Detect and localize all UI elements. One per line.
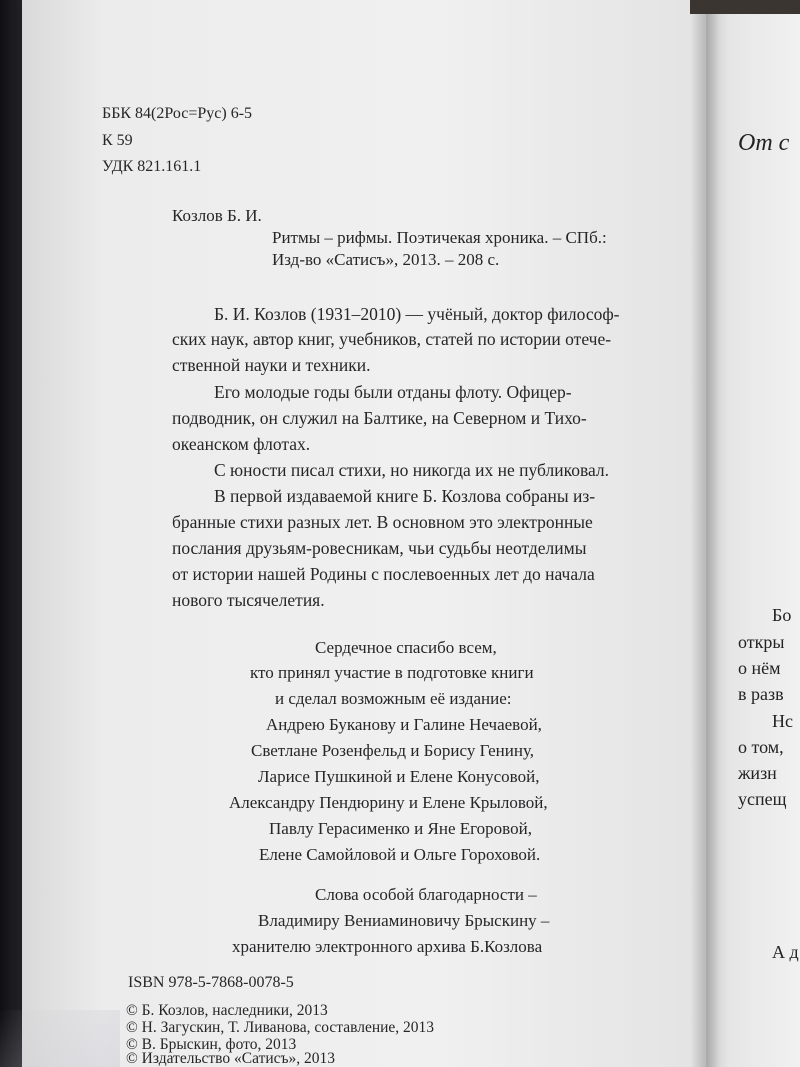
right-page-line: о том, — [738, 737, 784, 757]
thanks-line: и сделал возможным её издание: — [275, 689, 512, 708]
bio-line: В первой издаваемой книге Б. Козлова собраны из- — [214, 486, 596, 506]
page-fold-shadow — [690, 0, 720, 1067]
bio-line: послания друзьям-ровесникам, чьи судьбы неотделимы — [172, 538, 587, 558]
gratitude-line: хранителю электронного архива Б.Козлова — [232, 937, 543, 956]
bio-line: Его молодые годы были отданы флоту. Офицер- — [214, 382, 572, 402]
bbk-code: ББК 84(2Рос=Рус) 6-5 — [102, 105, 253, 122]
right-page-line: в разв — [738, 684, 784, 704]
udk-code: УДК 821.161.1 — [102, 158, 202, 175]
bio-line: С юности писал стихи, но никогда их не публиковал. — [214, 460, 610, 480]
thanks-line: Елене Самойловой и Ольге Гороховой. — [259, 845, 541, 864]
thanks-line: Ларисе Пушкиной и Елене Конусовой, — [258, 767, 540, 786]
bio-line: Б. И. Козлов (1931–2010) — учёный, доктор философ- — [214, 304, 620, 324]
right-page-line: успещ — [738, 789, 787, 809]
right-page-line: о нём — [738, 658, 781, 678]
copyright-line: © В. Брыскин, фото, 2013 — [126, 1036, 297, 1053]
bio-line: нового тысячелетия. — [172, 590, 325, 610]
right-page — [706, 0, 800, 1067]
gratitude-line: Владимиру Вениаминовичу Брыскину – — [258, 911, 550, 930]
plastic-glare — [0, 1010, 120, 1067]
bio-line: бранные стихи разных лет. В основном это электронные — [172, 512, 593, 532]
copyright-line: © Н. Загускин, Т. Ливанова, составление, 2013 — [126, 1019, 435, 1036]
thanks-line: Светлане Розенфельд и Борису Генину, — [251, 741, 535, 760]
thanks-line: Александру Пендюрину и Елене Крыловой, — [229, 793, 548, 812]
copyright-line: © Б. Козлов, наследники, 2013 — [126, 1002, 328, 1019]
right-page-line: А д — [772, 942, 799, 962]
citation-line: Изд-во «Сатисъ», 2013. – 208 с. — [272, 250, 500, 269]
thanks-line: Андрею Буканову и Галине Нечаевой, — [266, 715, 542, 734]
right-page-line: Бо — [772, 605, 792, 625]
bio-line: подводник, он служил на Балтике, на Северном и Тихо- — [172, 408, 587, 428]
isbn: ISBN 978-5-7868-0078-5 — [128, 974, 294, 991]
k-code: К 59 — [102, 132, 133, 149]
bio-line: ственной науки и техники. — [172, 355, 371, 375]
copyright-line: © Издательство «Сатисъ», 2013 — [126, 1050, 336, 1067]
citation-author: Козлов Б. И. — [172, 206, 262, 225]
right-page-line: откры — [738, 632, 785, 652]
bio-line: океанском флотах. — [172, 434, 311, 454]
right-page-line: жизн — [738, 763, 777, 783]
gratitude-line: Слова особой благодарности – — [315, 885, 537, 904]
thanks-line: Сердечное спасибо всем, — [315, 638, 497, 657]
bio-line: от истории нашей Родины с послевоенных лет до начала — [172, 564, 595, 584]
bio-line: ских наук, автор книг, учебников, статей по истории отече- — [172, 329, 612, 349]
book-cover-corner — [690, 0, 800, 14]
thanks-line: кто принял участие в подготовке книги — [250, 663, 534, 682]
right-page-heading: От с — [738, 130, 790, 156]
thanks-line: Павлу Герасименко и Яне Егоровой, — [269, 819, 532, 838]
citation-line: Ритмы – рифмы. Поэтичекая хроника. – СПб.: — [272, 228, 607, 247]
right-page-line: Нс — [772, 711, 793, 731]
